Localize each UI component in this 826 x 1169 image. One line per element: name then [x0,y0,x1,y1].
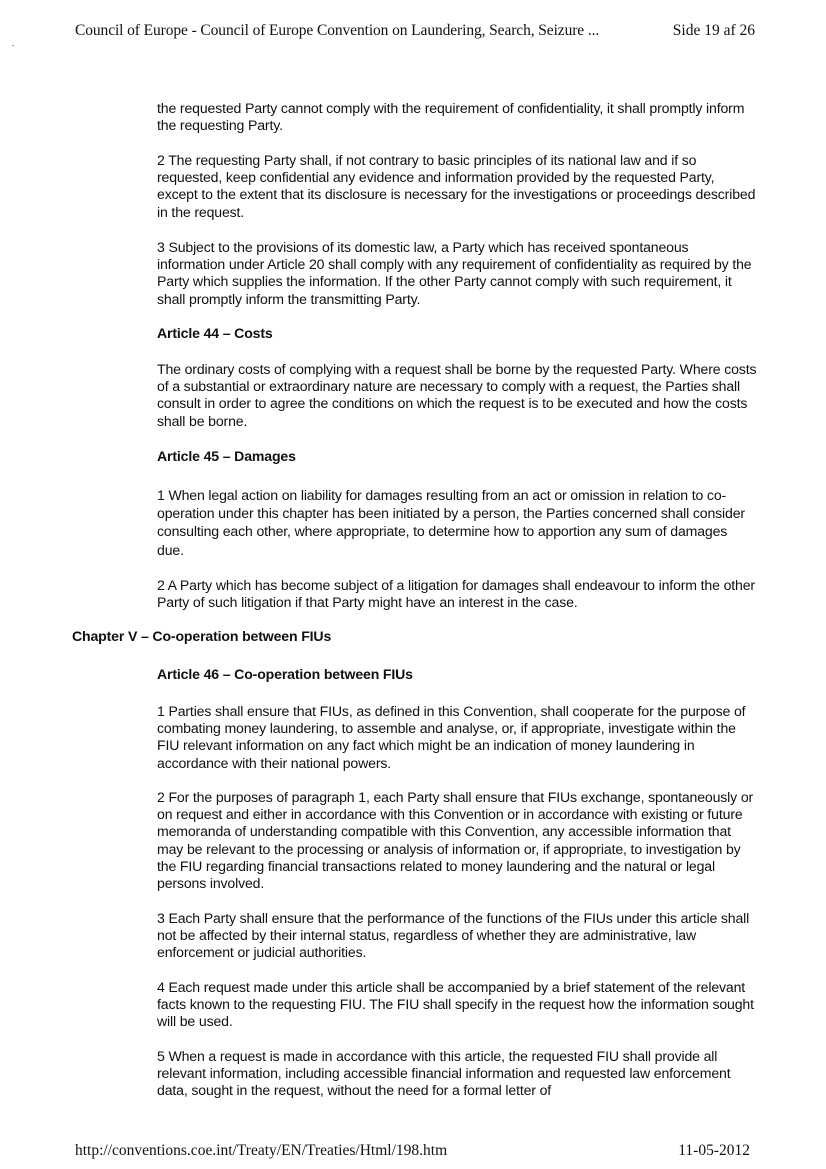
paragraph-44: The ordinary costs of complying with a request shall be borne by the requested Party. Where costs of a substantial or extraordinary nature are necessary to comply with a request, the Parties shall consult in order to agree the conditions on which the request is to be executed and how the costs shall be borne. [157,361,757,429]
paragraph-43-3: 3 Subject to the provisions of its domestic law, a Party which has received spontaneous information under Article 20 shall comply with any requirement of confidentiality as required by the Party which supplies the information. If the other Party cannot comply with such requirement, it shall promptly inform the transmitting Party. [157,239,752,307]
page-header [75,22,755,40]
paragraph-46-3: 3 Each Party shall ensure that the performance of the functions of the FIUs under this article shall not be affected by their internal status, regardless of whether they are administrative, law enforcement or judicial authorities. [157,910,750,961]
scan-speck [12,45,14,46]
article-44-heading: Article 44 – Costs [157,325,273,341]
paragraph-45-2: 2 A Party which has become subject of a litigation for damages shall endeavour to inform the other Party of such litigation if that Party might have an interest in the case. [157,577,755,611]
source-url: http://conventions.coe.int/Treaty/EN/Treaties/Html/198.htm [75,1142,448,1159]
chapter-5-heading: Chapter V – Co-operation between FIUs [72,628,332,644]
paragraph-43-2: 2 The requesting Party shall, if not contrary to basic principles of its national law and if so requested, keep confidential any evidence and information provided by the requested Party, except to the extent that its disclosure is necessary for the investigations or proceedings described in the request. [157,152,756,220]
article-46-heading: Article 46 – Co-operation between FIUs [157,666,413,682]
paragraph-46-4: 4 Each request made under this article shall be accompanied by a brief statement of the relevant facts known to the requesting FIU. The FIU shall specify in the request how the information sought will be used. [157,979,754,1030]
paragraph-46-5: 5 When a request is made in accordance with this article, the requested FIU shall provide all relevant information, including accessible financial information and requested law enforcement data, sought in the request, without the need for a formal letter of [157,1048,731,1099]
paragraph-continued: the requested Party cannot comply with the requirement of confidentiality, it shall promptly inform the requesting Party. [157,100,745,134]
paragraph-45-1: 1 When legal action on liability for damages resulting from an act or omission in relation to co-operation under this chapter has been initiated by a person, the Parties concerned shall consider consulting each other, where appropriate, to determine how to apportion any sum of damages due. [157,487,745,558]
page-number: Side 19 af 26 [672,22,755,39]
article-45-heading: Article 45 – Damages [157,448,296,464]
paragraph-46-1: 1 Parties shall ensure that FIUs, as defined in this Convention, shall cooperate for the purpose of combating money laundering, to assemble and analyse, or, if appropriate, investigate within the FIU relevant information on any fact which might be an indication of money laundering in accordance with their national powers. [157,703,746,771]
document-title: Council of Europe - Council of Europe Convention on Laundering, Search, Seizure ... [75,22,600,39]
print-date: 11-05-2012 [678,1142,750,1159]
page-footer [75,1142,750,1160]
paragraph-46-2: 2 For the purposes of paragraph 1, each Party shall ensure that FIUs exchange, spontaneously or on request and either in accordance with this Convention or in accordance with existing or future memoranda of understanding compatible with this Convention, any accessible information that may be relevant to the processing or analysis of information or, if appropriate, to investigation by the FIU regarding financial transactions related to money laundering and the natural or legal persons involved. [157,789,754,892]
